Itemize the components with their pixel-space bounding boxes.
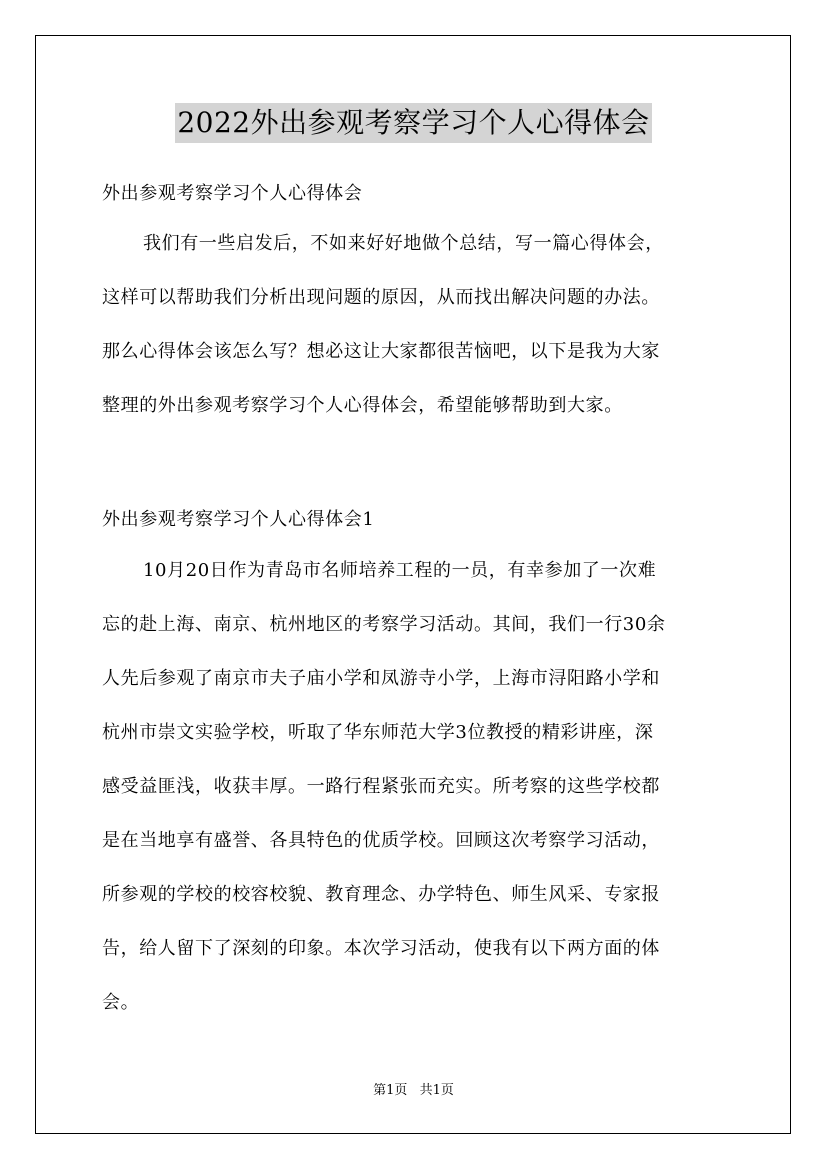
subheading-intro: 外出参观考察学习个人心得体会 [102, 183, 363, 204]
paragraph-line: 是在当地享有盛誉、各具特色的优质学校。回顾这次考察学习活动， [102, 830, 660, 851]
paragraph-line: 杭州市崇文实验学校，听取了华东师范大学3位教授的精彩讲座，深 [102, 722, 654, 743]
paragraph-line: 那么心得体会该怎么写？想必这让大家都很苦恼吧，以下是我为大家 [102, 341, 660, 362]
paragraph-line: 整理的外出参观考察学习个人心得体会，希望能够帮助到大家。 [102, 395, 623, 416]
paragraph-line: 我们有一些启发后，不如来好好地做个总结，写一篇心得体会， [143, 233, 664, 254]
paragraph-line: 会。 [102, 992, 140, 1013]
document-title: 2022外出参观考察学习个人心得体会 [175, 103, 651, 143]
subheading-section-1: 外出参观考察学习个人心得体会1 [102, 509, 375, 530]
page-number: 第1页 [373, 1083, 408, 1098]
paragraph-line: 感受益匪浅，收获丰厚。一路行程紧张而充实。所考察的这些学校都 [102, 776, 660, 797]
paragraph-line: 这样可以帮助我们分析出现问题的原因，从而找出解决问题的办法。 [102, 287, 660, 308]
paragraph-line: 10月20日作为青岛市名师培养工程的一员，有幸参加了一次难 [143, 560, 657, 581]
page-footer [0, 1082, 827, 1100]
paragraph-line: 忘的赴上海、南京、杭州地区的考察学习活动。其间，我们一行30余 [102, 614, 666, 635]
page-total: 共1页 [419, 1083, 454, 1098]
paragraph-line: 告，给人留下了深刻的印象。本次学习活动，使我有以下两方面的体 [102, 938, 660, 959]
title-container [0, 103, 827, 143]
body-paragraph [102, 544, 730, 1030]
intro-paragraph [102, 217, 730, 433]
paragraph-line: 所参观的学校的校容校貌、教育理念、办学特色、师生风采、专家报 [102, 884, 660, 905]
paragraph-line: 人先后参观了南京市夫子庙小学和凤游寺小学，上海市浔阳路小学和 [102, 668, 660, 689]
